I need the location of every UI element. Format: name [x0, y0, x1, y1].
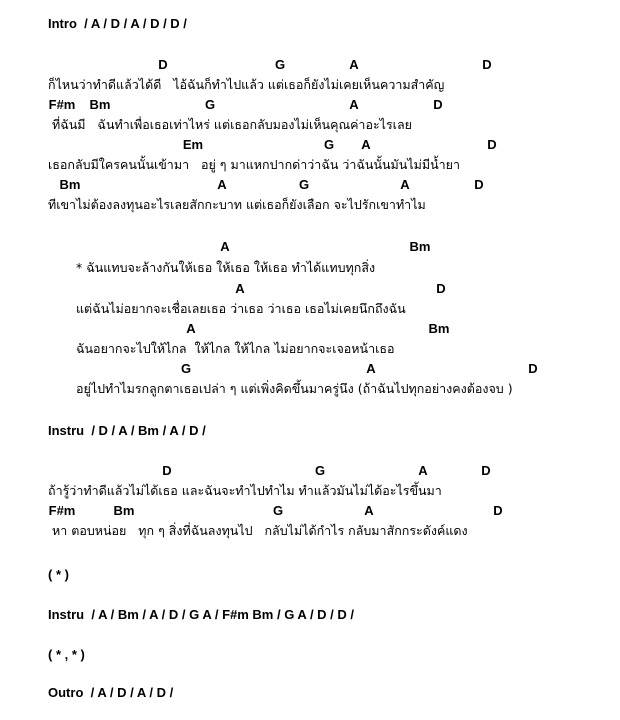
- chord: D: [493, 503, 503, 518]
- chord: Bm: [59, 177, 81, 192]
- chord: D: [433, 97, 443, 112]
- chord: D: [436, 281, 446, 296]
- chord: A: [400, 177, 410, 192]
- lyric-line: แต่ฉันไม่อยากจะเชื่อเลยเธอ ว่าเธอ ว่าเธอ เธอไม่เคยนึกถึงฉัน: [76, 301, 406, 316]
- repeat-marker: ( * , * ): [48, 647, 85, 662]
- lyric-line: ฉันอยากจะไปให้ไกล ให้ไกล ให้ไกล ไม่อยากจะเจอหน้าเธอ: [76, 341, 395, 356]
- chord: G: [272, 503, 284, 518]
- chord: F#m: [48, 97, 76, 112]
- chord: Em: [182, 137, 204, 152]
- chord: A: [186, 321, 196, 336]
- chord: A: [364, 503, 374, 518]
- chord: D: [482, 57, 492, 72]
- chord: D: [528, 361, 538, 376]
- chord: A: [235, 281, 245, 296]
- lyric-line: ถ้ารู้ว่าทำดีแล้วไม่ได้เธอ และฉันจะทำไปทำไม ทำแล้วมันไม่ได้อะไรขึ้นมา: [48, 483, 442, 498]
- lyric-line: * ฉันแทบจะล้างกันให้เธอ ให้เธอ ให้เธอ ทำได้แทบทุกสิ่ง: [76, 260, 376, 275]
- chord: G: [323, 137, 335, 152]
- chord: A: [366, 361, 376, 376]
- chord: D: [158, 57, 168, 72]
- chord: A: [220, 239, 230, 254]
- chord: Bm: [409, 239, 431, 254]
- chord: D: [487, 137, 497, 152]
- chord: A: [217, 177, 227, 192]
- outro-line: Outro / A / D / A / D /: [48, 685, 174, 700]
- chord: Bm: [113, 503, 135, 518]
- chord: A: [349, 97, 359, 112]
- intro-line: Intro / A / D / A / D / D /: [48, 16, 187, 31]
- lyric-line: อยู่ไปทำไมรกลูกตาเธอเปล่า ๆ แต่เพิ่งคิดขึ้นมาครู่นึง (ถ้าฉันไปทุกอย่างคงต้องจบ ): [76, 381, 513, 396]
- chord: D: [474, 177, 484, 192]
- chord: Bm: [428, 321, 450, 336]
- chord: G: [204, 97, 216, 112]
- repeat-marker: ( * ): [48, 567, 69, 582]
- chord: A: [418, 463, 428, 478]
- lyric-line: หา ตอบหน่อย ทุก ๆ สิ่งที่ฉันลงทุนไป กลับไม่ได้กำไร กลับมาสักกระดังค์แดง: [48, 523, 468, 538]
- chord: F#m: [48, 503, 76, 518]
- chord: D: [162, 463, 172, 478]
- chord: G: [274, 57, 286, 72]
- chord: G: [298, 177, 310, 192]
- instru-line: Instru / D / A / Bm / A / D /: [48, 423, 206, 438]
- chord: D: [481, 463, 491, 478]
- chord: G: [314, 463, 326, 478]
- instru-line: Instru / A / Bm / A / D / G A / F#m Bm / G A / D / D /: [48, 607, 355, 622]
- lyric-line: ทีเขาไม่ต้องลงทุนอะไรเลยสักกะบาท แต่เธอก็ยังเลือก จะไปรักเขาทำไม: [48, 197, 426, 212]
- lyric-line: ก็ไหนว่าทำดีแล้วได้ดี ไอ้ฉันก็ทำไปแล้ว แต่เธอก็ยังไม่เคยเห็นความสำคัญ: [48, 77, 445, 92]
- chord: Bm: [89, 97, 111, 112]
- chord: A: [361, 137, 371, 152]
- lyric-line: ที่ฉันมี ฉันทำเพื่อเธอเท่าไหร่ แต่เธอกลับมองไม่เห็นคุณค่าอะไรเลย: [48, 117, 412, 132]
- chord: A: [349, 57, 359, 72]
- lyric-line: เธอกลับมีใครคนนั้นเข้ามา อยู่ ๆ มาแหกปากด่าว่าฉัน ว่าฉันนั้นมันไม่มีน้ำยา: [48, 157, 460, 172]
- chord: G: [180, 361, 192, 376]
